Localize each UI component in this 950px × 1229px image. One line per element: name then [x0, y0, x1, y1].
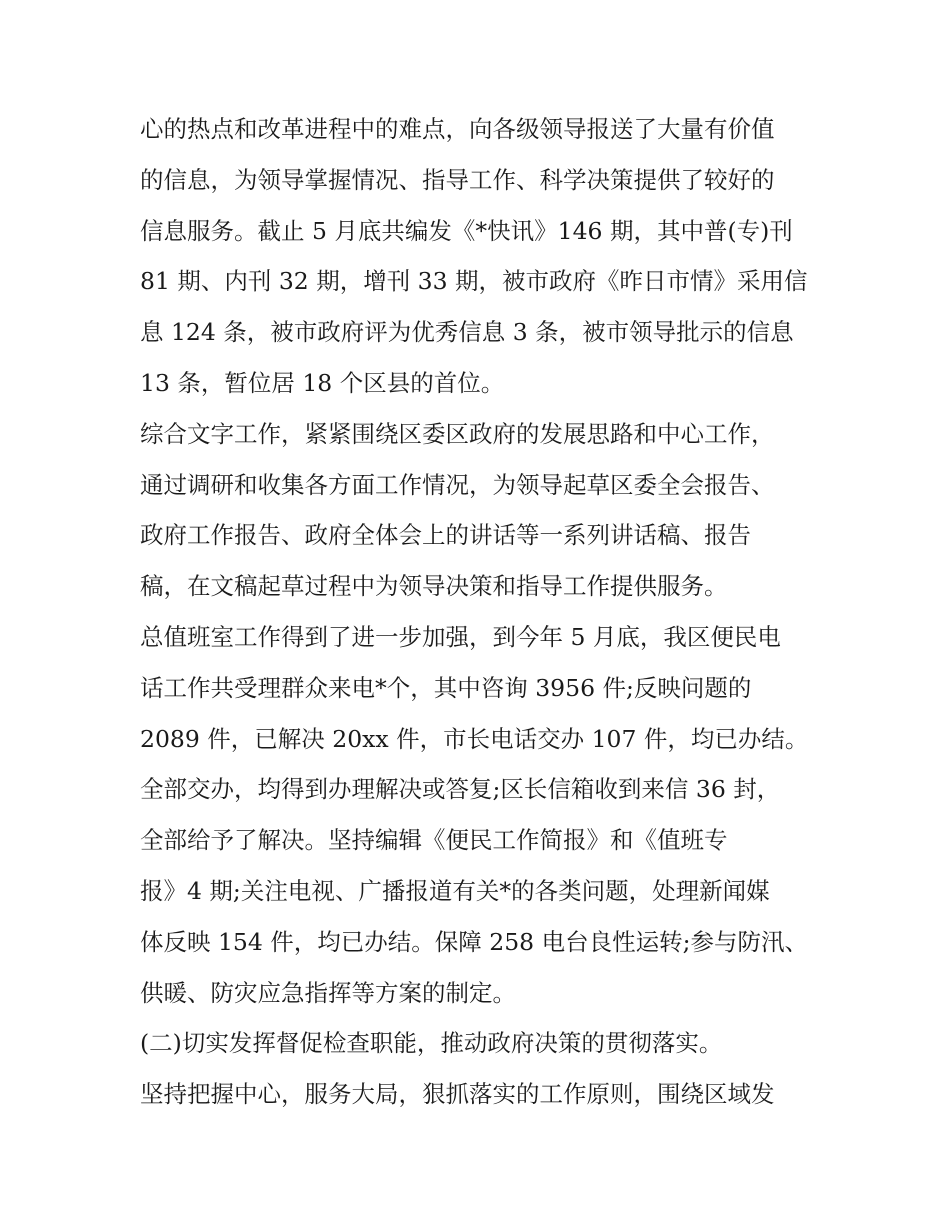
text-line: 信息服务。截止 5 月底共编发《*快讯》146 期，其中普(专)刊 — [140, 216, 793, 245]
text-line: 81 期、内刊 32 期，增刊 33 期，被市政府《昨日市情》采用信 — [140, 267, 808, 296]
text-line: 坚持把握中心，服务大局，狠抓落实的工作原则，围绕区域发 — [140, 1080, 775, 1109]
text-line: 供暖、防灾应急指挥等方案的制定。 — [140, 978, 516, 1007]
text-line: 政府工作报告、政府全体会上的讲话等一系列讲话稿、报告 — [140, 521, 751, 550]
text-line: 心的热点和改革进程中的难点，向各级领导报送了大量有价值 — [140, 115, 775, 143]
text-line: 全部给予了解决。坚持编辑《便民工作简报》和《值班专 — [140, 826, 728, 855]
document-body — [140, 104, 820, 1120]
text-line: 体反映 154 件，均已办结。保障 258 电台良性运转;参与防汛、 — [140, 927, 809, 956]
text-line: 全部交办，均得到办理解决或答复;区长信箱收到来信 36 封， — [140, 775, 781, 804]
text-line: 综合文字工作，紧紧围绕区委区政府的发展思路和中心工作， — [140, 419, 775, 448]
text-line: 总值班室工作得到了进一步加强，到今年 5 月底，我区便民电 — [140, 622, 781, 651]
text-line: 通过调研和收集各方面工作情况，为领导起草区委全会报告、 — [140, 470, 775, 499]
text-line: 的信息，为领导掌握情况、指导工作、科学决策提供了较好的 — [140, 165, 775, 194]
text-line: 息 124 条，被市政府评为优秀信息 3 条，被市领导批示的信息 — [140, 318, 794, 347]
text-line: 报》4 期;关注电视、广播报道有关*的各类问题，处理新闻媒 — [140, 876, 770, 905]
text-line: 稿，在文稿起草过程中为领导决策和指导工作提供服务。 — [140, 572, 728, 601]
text-line: 2089 件，已解决 20xx 件，市长电话交办 107 件，均已办结。 — [140, 724, 809, 753]
text-line: 13 条，暂位居 18 个区县的首位。 — [140, 368, 505, 397]
text-line: 话工作共受理群众来电*个，其中咨询 3956 件;反映问题的 — [140, 673, 752, 702]
section-heading: (二)切实发挥督促检查职能，推动政府决策的贯彻落实。 — [140, 1029, 723, 1058]
